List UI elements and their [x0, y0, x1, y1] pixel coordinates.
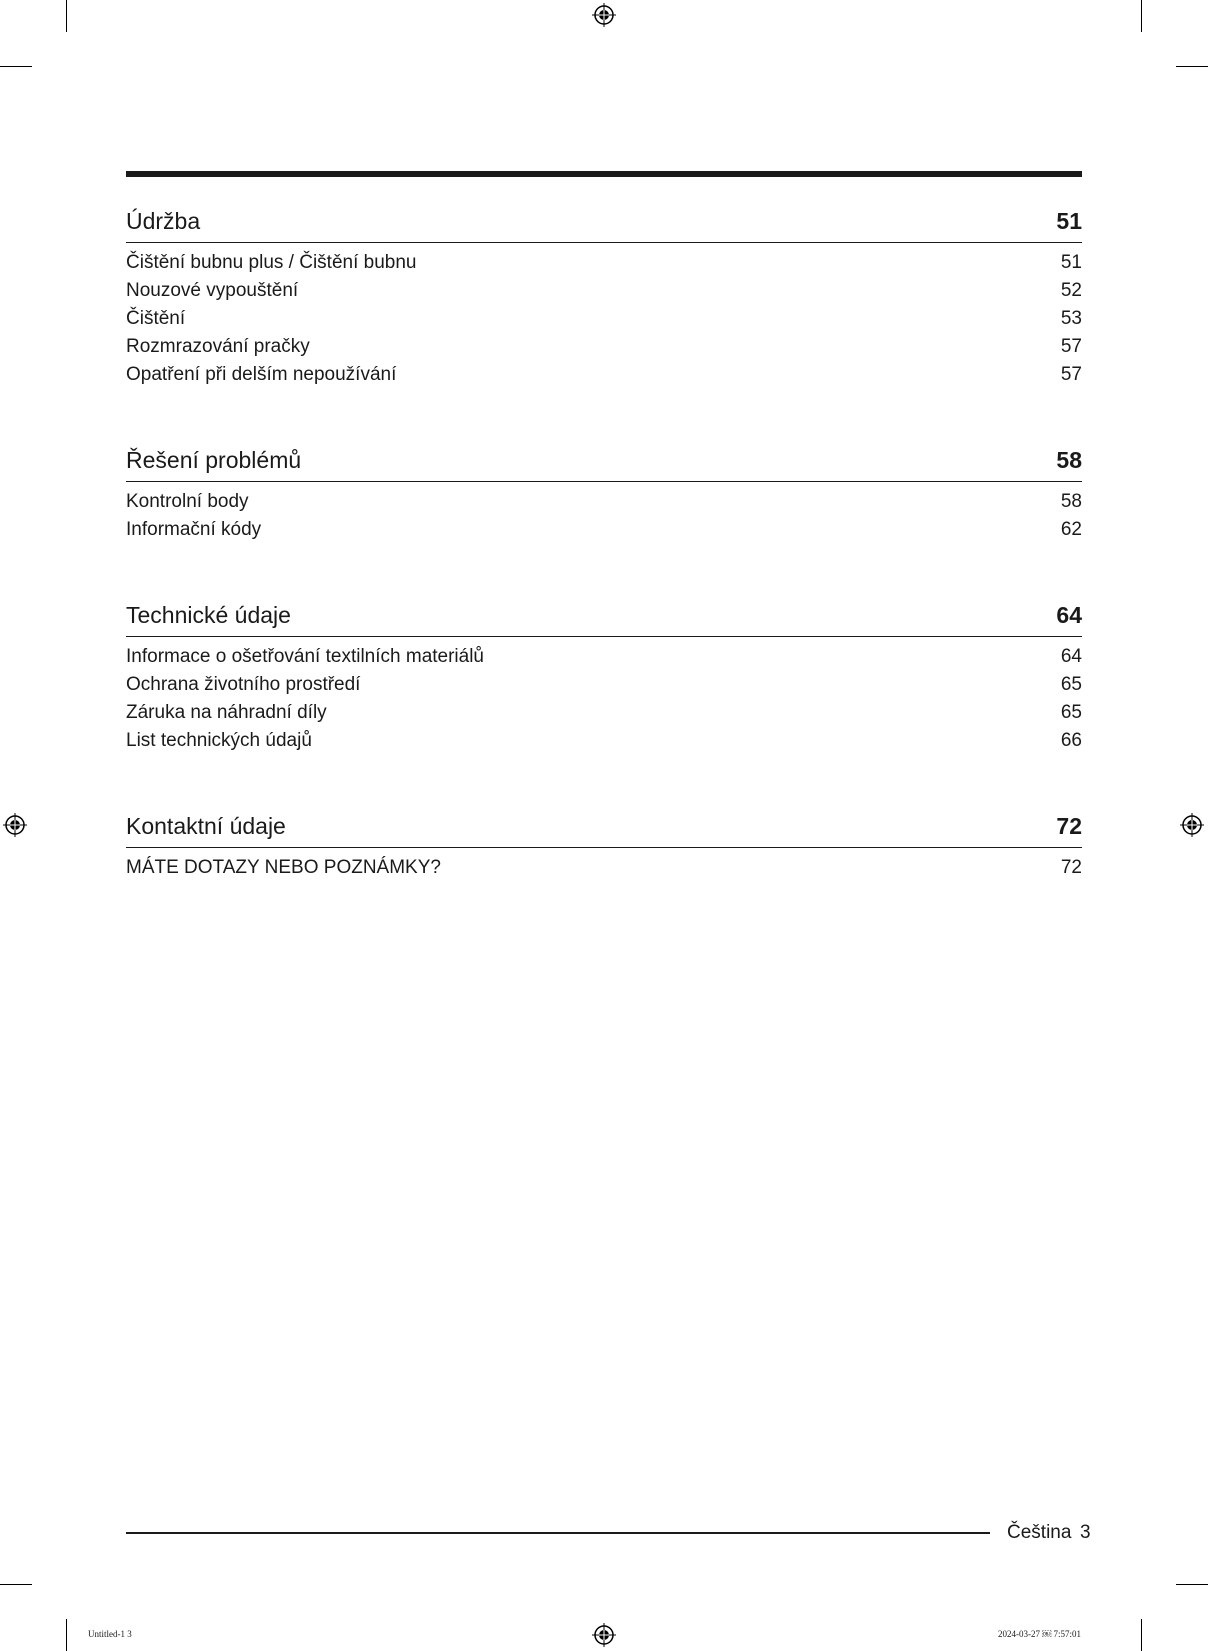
crop-mark — [0, 1584, 32, 1585]
toc-entry[interactable] — [126, 488, 1082, 516]
entry-label: Informační kódy — [126, 519, 262, 540]
entry-page: 72 — [1060, 857, 1082, 878]
footer-page-number: 3 — [1080, 1522, 1091, 1543]
toc-section-reseni-problemu — [126, 445, 1082, 544]
entry-label: Záruka na náhradní díly — [126, 702, 327, 723]
entry-label: Kontrolní body — [126, 491, 249, 512]
entry-page: 57 — [1060, 364, 1082, 385]
toc-section-technicke-udaje — [126, 600, 1082, 755]
entry-label: List technických údajů — [126, 730, 312, 751]
footer-language: Čeština — [1007, 1522, 1072, 1543]
registration-target-icon — [592, 3, 616, 27]
toc-entry[interactable] — [126, 277, 1082, 305]
section-title: Řešení problémů — [126, 447, 302, 473]
entry-label: Opatření při delším nepoužívání — [126, 364, 397, 385]
print-slug-left: Untitled-1 3 — [88, 1629, 132, 1639]
entry-label: Nouzové vypouštění — [126, 280, 299, 301]
entry-label: MÁTE DOTAZY NEBO POZNÁMKY? — [126, 857, 441, 878]
entry-page: 51 — [1060, 252, 1082, 273]
top-rule — [126, 171, 1082, 177]
table-of-contents — [126, 206, 1082, 938]
entry-page: 58 — [1060, 491, 1082, 512]
entry-page: 57 — [1060, 336, 1082, 357]
toc-section-heading[interactable] — [126, 811, 1082, 848]
entry-page: 64 — [1060, 646, 1082, 667]
toc-section-kontaktni-udaje — [126, 811, 1082, 882]
toc-section-heading[interactable] — [126, 600, 1082, 637]
registration-target-icon — [1180, 813, 1204, 837]
section-page: 51 — [1056, 208, 1082, 234]
toc-entry[interactable] — [126, 361, 1082, 389]
entry-label: Informace o ošetřování textilních materiálů — [126, 646, 485, 667]
entry-label: Čištění bubnu plus / Čištění bubnu — [126, 252, 417, 273]
toc-section-heading[interactable] — [126, 206, 1082, 243]
entry-page: 66 — [1060, 730, 1082, 751]
section-title: Kontaktní údaje — [126, 813, 286, 839]
entry-label: Ochrana životního prostředí — [126, 674, 361, 695]
registration-target-icon — [3, 813, 27, 837]
crop-mark — [66, 1619, 67, 1651]
toc-entry[interactable] — [126, 671, 1082, 699]
print-slug-right: 2024-03-27 ￼ 7:57:01 — [998, 1629, 1081, 1639]
crop-mark — [1176, 1584, 1208, 1585]
registration-target-icon — [592, 1623, 616, 1647]
section-page: 72 — [1056, 813, 1082, 839]
section-title: Technické údaje — [126, 602, 291, 628]
section-page: 58 — [1056, 447, 1082, 473]
toc-entry[interactable] — [126, 727, 1082, 755]
toc-entry[interactable] — [126, 854, 1082, 882]
toc-entry[interactable] — [126, 699, 1082, 727]
crop-mark — [1141, 1619, 1142, 1651]
toc-entry[interactable] — [126, 249, 1082, 277]
toc-section-heading[interactable] — [126, 445, 1082, 482]
entry-page: 62 — [1060, 519, 1082, 540]
toc-section-udrzba — [126, 206, 1082, 389]
section-title: Údržba — [126, 208, 201, 234]
footer-rule — [126, 1532, 990, 1534]
entry-page: 65 — [1060, 702, 1082, 723]
crop-mark — [0, 66, 32, 67]
toc-entry[interactable] — [126, 516, 1082, 544]
toc-entry[interactable] — [126, 643, 1082, 671]
entry-label: Rozmrazování pračky — [126, 336, 310, 357]
toc-entry[interactable] — [126, 333, 1082, 361]
entry-page: 65 — [1060, 674, 1082, 695]
entry-page: 52 — [1060, 280, 1082, 301]
crop-mark — [1176, 66, 1208, 67]
entry-label: Čištění — [126, 308, 186, 329]
crop-mark — [66, 0, 67, 32]
toc-entry[interactable] — [126, 305, 1082, 333]
entry-page: 53 — [1060, 308, 1082, 329]
crop-mark — [1141, 0, 1142, 32]
section-page: 64 — [1056, 602, 1082, 628]
